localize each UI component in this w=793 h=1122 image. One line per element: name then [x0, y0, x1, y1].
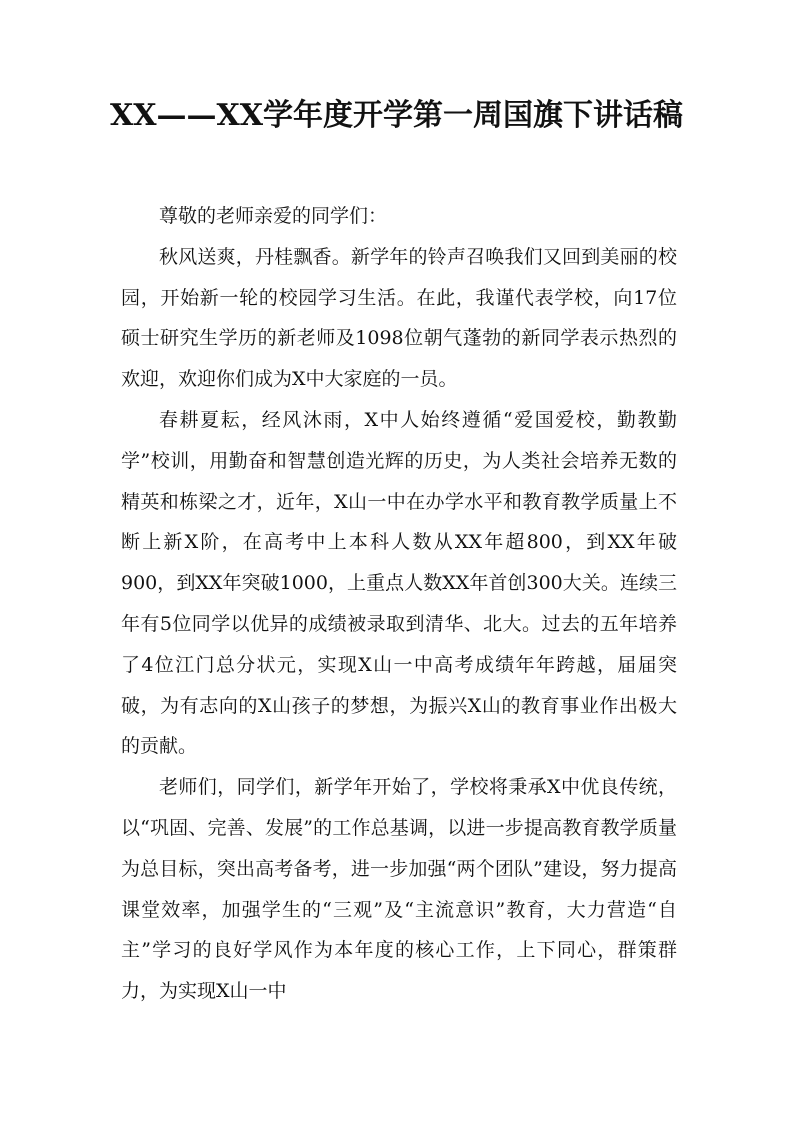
body-paragraph: 秋风送爽，丹桂飘香。新学年的铃声召唤我们又回到美丽的校园，开始新一轮的校园学习生活。在此，我谨代表学校，向17位硕士研究生学历的新老师及1098位朝气蓬勃的新同学表示热烈的欢迎，欢迎你们成为X中大家庭的一员。 [121, 245, 677, 391]
body-paragraph: 老师们，同学们，新学年开始了，学校将秉承X中优良传统，以“巩固、完善、发展”的工作总基调，以进一步提高教育教学质量为总目标，突出高考备考，进一步加强“两个团队”建设，努力提高课堂效率，加强学生的“三观”及“主流意识”教育，大力营造“自主”学习的良好学风作为本年度的核心工作，上下同心，群策群力，为实现X山一中 [121, 776, 677, 1003]
body-paragraph: 春耕夏耘，经风沐雨，X中人始终遵循“爱国爱校，勤教勤学”校训，用勤奋和智慧创造光辉的历史，为人类社会培养无数的精英和栋梁之才，近年，X山一中在办学水平和教育教学质量上不断上新X阶，在高考中上本科人数从XX年超800，到XX年破900，到XX年突破1000，上重点人数XX年首创300大关。连续三年有5位同学以优异的成绩被录取到清华、北大。过去的五年培养了4位江门总分状元，实现X山一中高考成绩年年跨越，届届突破，为有志向的X山孩子的梦想，为振兴X山的教育事业作出极大的贡献。 [121, 408, 677, 758]
salutation-paragraph: 尊敬的老师亲爱的同学们： [159, 205, 388, 227]
document-title: XX——XX学年度开学第一周国旗下讲话稿 [109, 98, 684, 133]
document-body [121, 196, 677, 1012]
